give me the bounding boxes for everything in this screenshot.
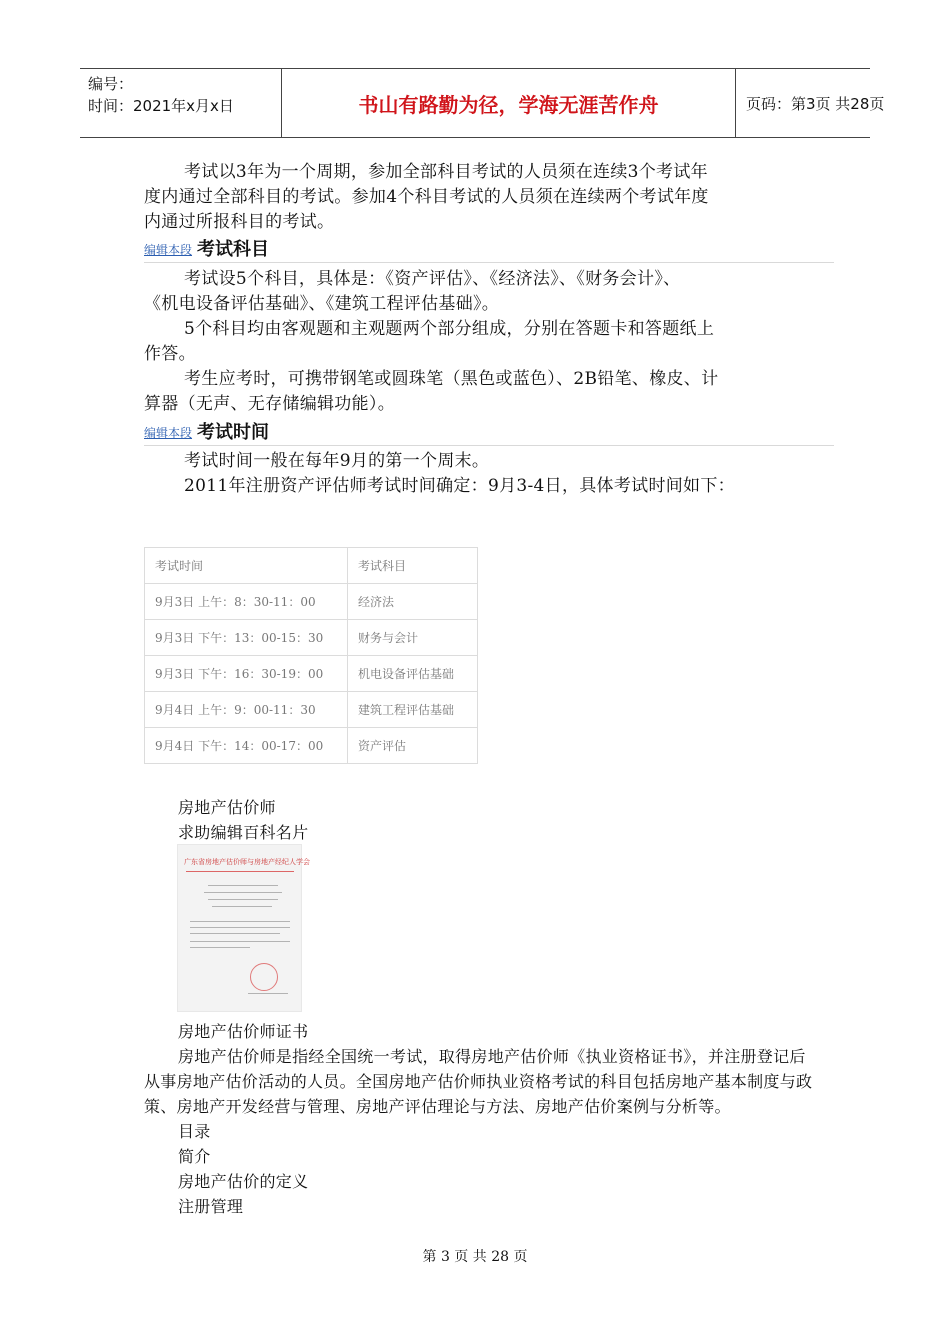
text-line (190, 921, 290, 922)
table-cell: 建筑工程评估基础 (348, 692, 478, 728)
table-row (145, 656, 478, 692)
table-cell: 9月3日 下午：16：30-19：00 (145, 656, 348, 692)
table-cell: 9月3日 下午：13：00-15：30 (145, 620, 348, 656)
table-cell: 资产评估 (348, 728, 478, 764)
text-line (248, 993, 288, 994)
text-line (204, 892, 282, 893)
page-footer: 第 3 页 共 28 页 (422, 1249, 528, 1265)
table-header-cell: 考试时间 (145, 548, 348, 584)
section-heading-time (144, 417, 834, 446)
text-line (190, 927, 290, 928)
text-line (190, 941, 290, 942)
table-header-cell: 考试科目 (348, 548, 478, 584)
paragraph-line: 考试以3年为一个周期，参加全部科目考试的人员须在连续3个考试年 (184, 162, 708, 182)
table-cell: 9月4日 上午：9：00-11：30 (145, 692, 348, 728)
toc-item[interactable]: 注册管理 (178, 1197, 244, 1216)
edit-section-link[interactable]: 编辑本段 (144, 243, 193, 257)
table-row (145, 692, 478, 728)
paragraph-line: 2011年注册资产评估师考试时间确定：9月3-4日，具体考试时间如下： (184, 476, 735, 496)
table-header-row (145, 548, 478, 584)
paragraph-line: 考试时间一般在每年9月的第一个周末。 (184, 451, 490, 471)
paragraph-line: 算器（无声、无存储编辑功能）。 (144, 394, 395, 414)
paragraph-line: 《机电设备评估基础》、《建筑工程评估基础》。 (144, 294, 500, 314)
doc-number-label: 编号： (88, 75, 134, 93)
toc-item[interactable]: 简介 (178, 1147, 211, 1166)
table-cell: 经济法 (348, 584, 478, 620)
table-cell: 9月4日 下午：14：00-17：00 (145, 728, 348, 764)
exam-schedule-table (144, 547, 478, 764)
header-motto: 书山有路勤为径，学海无涯苦作舟 (282, 69, 736, 137)
text-line (190, 947, 250, 948)
help-edit-text: 求助编辑百科名片 (178, 823, 309, 842)
section-heading-subjects (144, 234, 834, 263)
section-title: 考试时间 (197, 422, 269, 443)
table-row (145, 620, 478, 656)
seal-stamp-icon (250, 963, 278, 991)
header-meta (80, 69, 282, 137)
paragraph-line: 从事房地产估价活动的人员。全国房地产估价师执业资格考试的科目包括房地产基本制度与政 (144, 1072, 813, 1091)
paragraph-line: 策、房地产开发经营与管理、房地产评估理论与方法、房地产估价案例与分析等。 (144, 1097, 731, 1116)
table-cell: 9月3日 上午：8：30-11：00 (145, 584, 348, 620)
toc-title: 目录 (178, 1122, 211, 1141)
certificate-header-text: 广东省房地产估价师与房地产经纪人学会 (184, 858, 310, 866)
paragraph-line: 作答。 (144, 344, 196, 364)
paragraph-line: 房地产估价师是指经全国统一考试，取得房地产估价师《执业资格证书》，并注册登记后 (178, 1047, 806, 1066)
text-line (208, 899, 278, 900)
header-page-info: 页码：第3页 共28页 (746, 94, 885, 113)
table-row (145, 584, 478, 620)
divider (186, 871, 294, 872)
image-caption: 房地产估价师证书 (178, 1022, 309, 1041)
table-cell: 财务与会计 (348, 620, 478, 656)
page-header (80, 68, 885, 138)
paragraph-line: 度内通过全部科目的考试。参加4个科目考试的人员须在连续两个考试年度 (144, 187, 709, 207)
paragraph-line: 考试设5个科目，具体是：《资产评估》、《经济法》、《财务会计》、 (184, 269, 681, 289)
paragraph-line: 考生应考时，可携带钢笔或圆珠笔（黑色或蓝色）、2B铅笔、橡皮、计 (184, 369, 719, 389)
certificate-image (177, 844, 310, 1012)
toc-item[interactable]: 房地产估价的定义 (178, 1172, 309, 1191)
table-cell: 机电设备评估基础 (348, 656, 478, 692)
section-title: 考试科目 (197, 239, 269, 260)
edit-section-link[interactable]: 编辑本段 (144, 426, 193, 440)
doc-date: 时间：2021年x月x日 (88, 97, 234, 115)
table-row (145, 728, 478, 764)
text-line (190, 933, 280, 934)
text-line (208, 885, 278, 886)
text-line (212, 906, 272, 907)
appraiser-title: 房地产估价师 (178, 798, 276, 817)
paragraph-line: 5个科目均由客观题和主观题两个部分组成，分别在答题卡和答题纸上 (184, 319, 715, 339)
paragraph-line: 内通过所报科目的考试。 (144, 212, 335, 232)
